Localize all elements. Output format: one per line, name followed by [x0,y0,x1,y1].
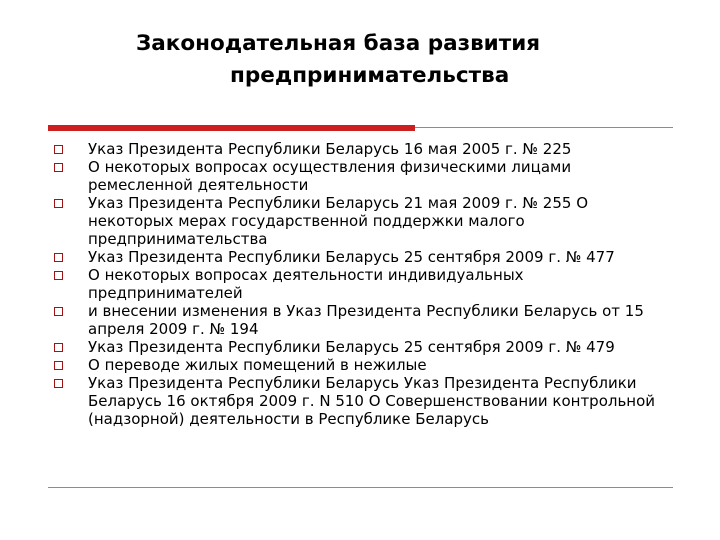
list-item-text: Указ Президента Республики Беларусь 21 мая 2009 г. № 255 О некоторых мерах государственной поддержки малого предпринимательства [88,194,589,248]
hollow-square-bullet-icon [54,343,63,352]
title-divider-accent-bar [48,125,415,131]
list-item-text: Указ Президента Республики Беларусь 16 мая 2005 г. № 225 [88,140,572,158]
list-item [54,356,674,374]
list-item-text: Указ Президента Республики Беларусь Указ Президента Республики Беларусь 16 октября 2009 г. N 510 О Совершенствовании контрольной (надзорной) деятельности в Республике Беларусь [88,374,656,428]
list-item [54,158,674,194]
list-item [54,302,674,338]
list-item-text: О некоторых вопросах осуществления физическими лицами ремесленной деятельности [88,158,572,194]
bottom-divider [48,487,673,488]
slide-title-line-1: Законодательная база развития [136,31,541,56]
title-divider [48,125,673,132]
list-item-text: О переводе жилых помещений в нежилые [88,356,427,374]
hollow-square-bullet-icon [54,379,63,388]
hollow-square-bullet-icon [54,307,63,316]
list-item [54,248,674,266]
list-item-text: О некоторых вопросах деятельности индивидуальных предпринимателей [88,266,524,302]
list-item [54,140,674,158]
hollow-square-bullet-icon [54,361,63,370]
list-item [54,266,674,302]
hollow-square-bullet-icon [54,163,63,172]
list-item-text: и внесении изменения в Указ Президента Республики Беларусь от 15 апреля 2009 г. № 194 [88,302,644,338]
hollow-square-bullet-icon [54,145,63,154]
list-item [54,374,674,428]
hollow-square-bullet-icon [54,253,63,262]
hollow-square-bullet-icon [54,199,63,208]
hollow-square-bullet-icon [54,271,63,280]
list-item [54,194,674,248]
slide-title [0,28,720,92]
list-item [54,338,674,356]
decree-list [54,140,674,428]
slide-title-line-2: предпринимательства [230,63,510,88]
list-item-text: Указ Президента Республики Беларусь 25 сентября 2009 г. № 477 [88,248,615,266]
list-item-text: Указ Президента Республики Беларусь 25 сентября 2009 г. № 479 [88,338,615,356]
